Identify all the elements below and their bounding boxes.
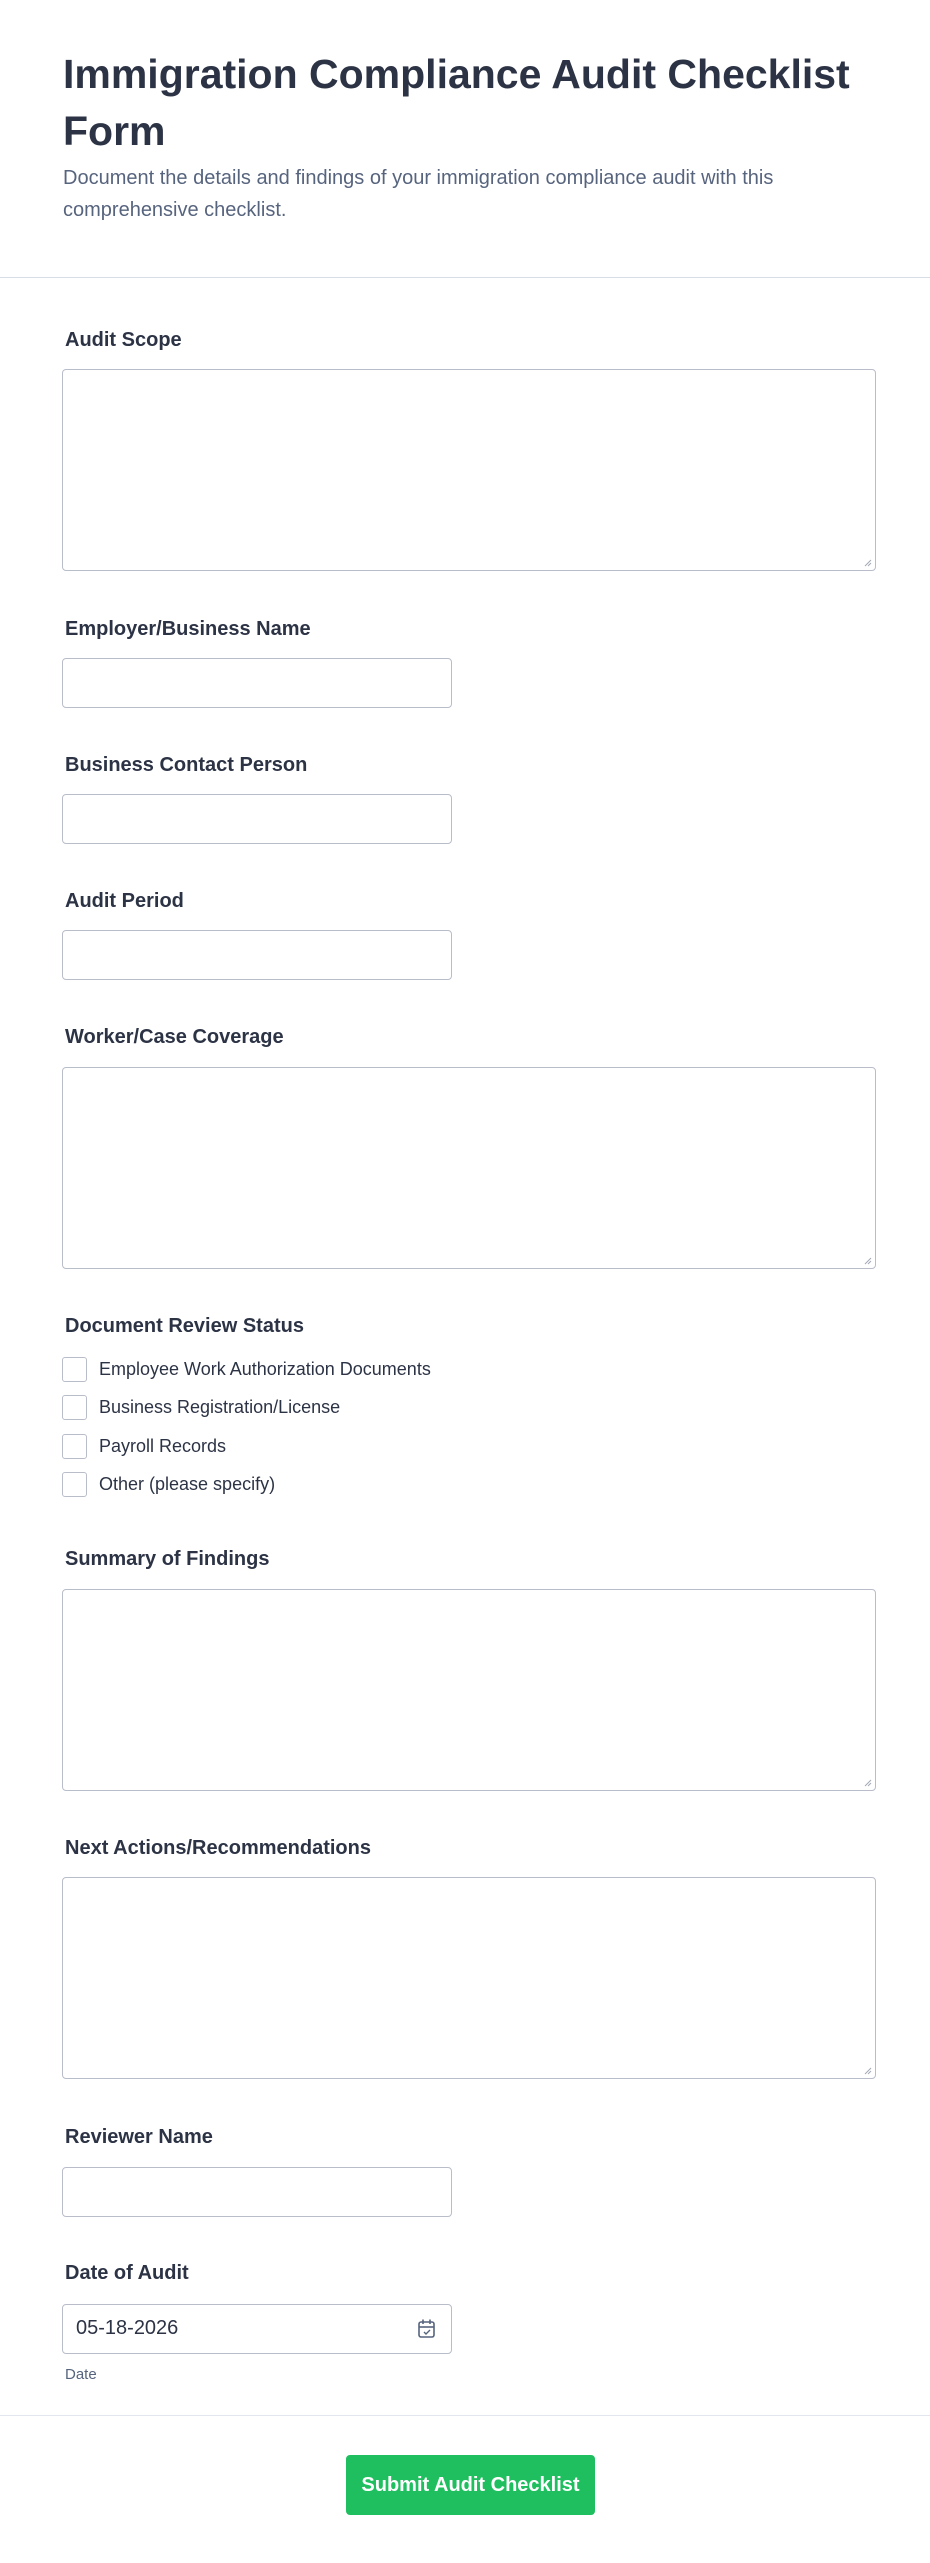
checkbox[interactable] bbox=[62, 1434, 87, 1459]
checkbox-option[interactable] bbox=[62, 1356, 431, 1382]
checkbox-label: Business Registration/License bbox=[99, 1396, 341, 1417]
checkbox-label: Employee Work Authorization Documents bbox=[99, 1358, 431, 1379]
employer-name-input[interactable] bbox=[62, 658, 452, 708]
submit-button[interactable]: Submit Audit Checklist bbox=[346, 2455, 595, 2515]
audit-date-sublabel: Date bbox=[65, 2366, 97, 2383]
next-actions-label: Next Actions/Recommendations bbox=[65, 1837, 371, 1859]
reviewer-name-label: Reviewer Name bbox=[65, 2126, 213, 2148]
audit-period-label: Audit Period bbox=[65, 890, 184, 912]
form-description: Document the details and findings of your immigration compliance audit with this comprehensive checklist. bbox=[63, 167, 774, 221]
reviewer-name-input[interactable] bbox=[62, 2167, 452, 2217]
audit-scope-textarea[interactable] bbox=[62, 369, 876, 571]
form-header bbox=[0, 0, 930, 278]
audit-date-input[interactable] bbox=[62, 2304, 452, 2354]
audit-date-label: Date of Audit bbox=[65, 2262, 189, 2284]
checkbox[interactable] bbox=[62, 1395, 87, 1420]
checkbox-option[interactable] bbox=[62, 1471, 275, 1497]
resize-grip-icon[interactable] bbox=[862, 1255, 872, 1265]
findings-textarea[interactable] bbox=[62, 1589, 876, 1791]
resize-grip-icon[interactable] bbox=[862, 1777, 872, 1787]
coverage-textarea[interactable] bbox=[62, 1067, 876, 1269]
contact-person-label: Business Contact Person bbox=[65, 754, 308, 776]
resize-grip-icon[interactable] bbox=[862, 557, 872, 567]
checkbox[interactable] bbox=[62, 1472, 87, 1497]
checkbox-option[interactable] bbox=[62, 1394, 340, 1420]
employer-name-label: Employer/Business Name bbox=[65, 618, 311, 640]
audit-date-value: 05-18-2026 bbox=[76, 2317, 179, 2339]
calendar-icon[interactable] bbox=[417, 2318, 437, 2340]
document-review-label: Document Review Status bbox=[65, 1315, 304, 1337]
checkbox-label: Payroll Records bbox=[99, 1435, 227, 1456]
contact-person-input[interactable] bbox=[62, 794, 452, 844]
resize-grip-icon[interactable] bbox=[862, 2065, 872, 2075]
coverage-label: Worker/Case Coverage bbox=[65, 1026, 284, 1048]
checkbox-label: Other (please specify) bbox=[99, 1473, 276, 1494]
audit-period-input[interactable] bbox=[62, 930, 452, 980]
checkbox-option[interactable] bbox=[62, 1433, 226, 1459]
form-title: Immigration Compliance Audit Checklist Form bbox=[63, 51, 850, 154]
checkbox[interactable] bbox=[62, 1357, 87, 1382]
audit-scope-label: Audit Scope bbox=[65, 329, 182, 351]
findings-label: Summary of Findings bbox=[65, 1548, 270, 1570]
next-actions-textarea[interactable] bbox=[62, 1877, 876, 2079]
